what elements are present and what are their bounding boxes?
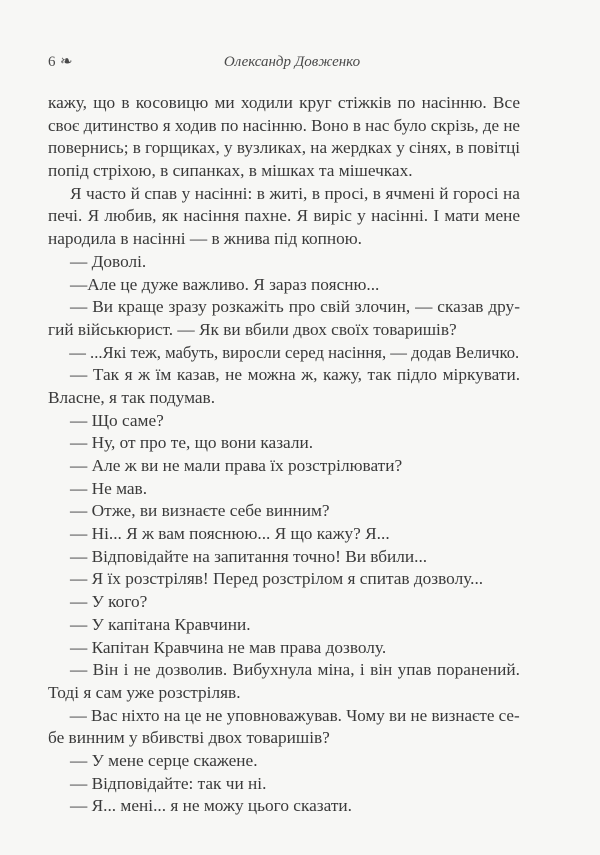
- text-line: Власне, я так подумав.: [48, 387, 216, 407]
- text-line: — Доволі.: [70, 251, 147, 271]
- running-header-author: Олександр Довженко: [223, 54, 361, 70]
- text-line: — Ну, от про те, що вони казали.: [70, 433, 314, 453]
- text-line: — Ви краще зразу розкажіть про свій злочин, — сказав дру-: [70, 297, 520, 317]
- text-line: — Ні... Я ж вам пояснюю... Я що кажу? Я...: [70, 524, 390, 544]
- text-line: — Відповідайте на запитання точно! Ви вбили...: [70, 546, 428, 566]
- text-line: — Він і не дозволив. Вибухнула міна, і він упав поранений.: [70, 660, 520, 680]
- text-line: — Що саме?: [70, 410, 164, 430]
- text-line: — Капітан Кравчина не мав права дозволу.: [70, 637, 387, 657]
- text-line: — Вас ніхто на це не уповноважував. Чому ви не визнаєте се-: [69, 705, 520, 725]
- text-line: бе винним у вбивстві двох товаришів?: [48, 728, 330, 748]
- page-body: [48, 92, 520, 818]
- text-line: — Не мав.: [70, 478, 148, 498]
- text-line: кажу, що в косовицю ми ходили круг стіжків по насінню. Все: [48, 93, 521, 112]
- text-line: печі. Я любив, як насіння пахне. Я виріс у насінні. І мати мене: [48, 206, 521, 226]
- text-line: — ...Які теж, мабуть, виросли серед насіння, — додав Величко.: [69, 342, 520, 362]
- text-line: Я часто й спав у насінні: в житі, в просі, в ячмені й горосі на: [70, 183, 520, 203]
- page-number: 6: [48, 54, 56, 70]
- text-line: Тоді я сам уже розстріляв.: [48, 682, 241, 702]
- text-line: — Отже, ви визнаєте себе винним?: [70, 501, 330, 521]
- text-line: — Я... мені... я не можу цього сказати.: [70, 796, 352, 816]
- ornament-icon: ❧: [60, 54, 73, 70]
- text-line: народила в насінні — в жнива під копною.: [48, 229, 362, 249]
- text-line: — Але ж ви не мали права їх розстрілювати?: [70, 456, 403, 475]
- text-line: — Відповідайте: так чи ні.: [70, 773, 267, 793]
- text-line: — У капітана Кравчини.: [70, 614, 251, 634]
- text-line: —Але це дуже важливо. Я зараз поясню...: [70, 274, 380, 294]
- text-line: — У кого?: [70, 592, 148, 612]
- text-line: — У мене серце скажене.: [70, 750, 258, 770]
- text-line: — Я їх розстріляв! Перед розстрілом я спитав дозволу...: [70, 569, 484, 589]
- text-line: — Так я ж їм казав, не можна ж, кажу, так підло міркувати.: [70, 365, 521, 385]
- text-line: своє дитинство я ходив по насінню. Воно в нас було скрізь, де не: [48, 115, 520, 135]
- text-line: гий військюрист. — Як ви вбили двох своїх товаришів?: [48, 319, 457, 339]
- text-line: повернись; в горщиках, у вузликах, на жердках у сінях, в повітці: [48, 138, 521, 158]
- text-line: попід стріхою, в сипанках, в мішках та мішечках.: [48, 161, 413, 181]
